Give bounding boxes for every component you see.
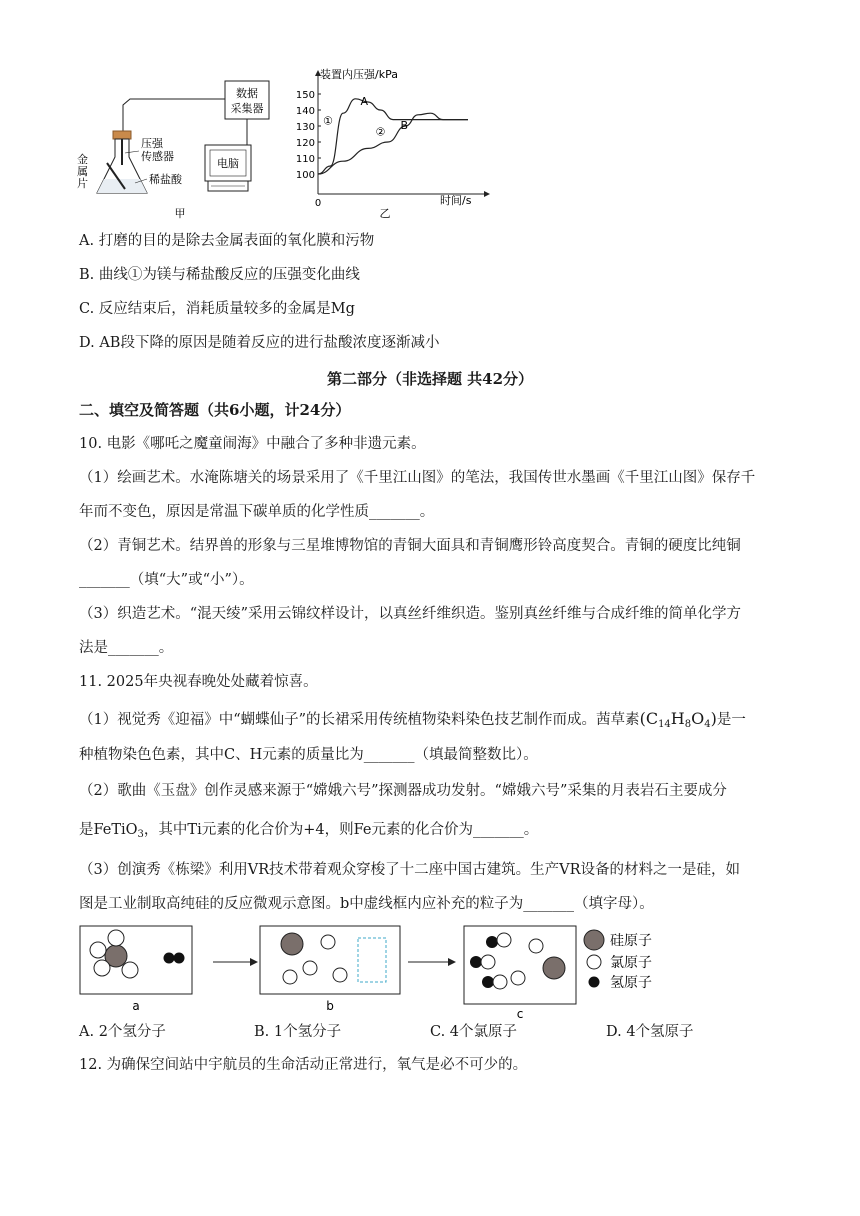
figure-jia-label: 甲 xyxy=(174,207,186,220)
formula-alizarin: $(C_{14}H_8O_4)$ xyxy=(639,709,717,730)
svg-text:c: c xyxy=(516,1007,524,1020)
part2-title: 第二部分（非选择题 共42分） xyxy=(326,370,534,388)
q10-stem: 10. 电影《哪吒之魔童闹海》中融合了多种非遗元素。 xyxy=(79,436,426,452)
q11-p1b: 种植物染色色素，其中C、H元素的质量比为_______（填最简整数比）。 xyxy=(79,747,538,763)
q11-option-d: D. 4个氢原子 xyxy=(606,1024,694,1040)
q10-p3a: （3）织造艺术。“混天绫”采用云锦纹样设计，以真丝纤维织造。鉴别真丝纤维与合成纤维的简单化学方 xyxy=(79,606,742,622)
data-collector-label-2: 采集器 xyxy=(230,102,264,115)
chart-figure-label: 乙 xyxy=(379,207,391,220)
q11-p3b: 图是工业制取高纯硅的反应微观示意图。b中虚线框内应补充的粒子为_______（填字母）。 xyxy=(79,896,654,912)
chart-x-tick-label: 0 xyxy=(314,198,322,209)
chart-annotation: A xyxy=(360,95,369,109)
chart-annotation: ① xyxy=(323,114,333,128)
chart-y-tick-label: 150 xyxy=(295,90,315,101)
q11-p1a: （1）视觉秀《迎福》中“蝴蝶仙子”的长裙采用传统植物染料染色技艺制作而成。茜草素$(C_{14}H_8O_4)$是一 xyxy=(79,709,746,730)
q10-p1b: 年而不变色，原因是常温下碳单质的化学性质_______。 xyxy=(79,504,435,520)
chart-series-line-2 xyxy=(318,113,468,174)
reaction-micro-figure xyxy=(78,922,678,1020)
q9-option-a: A. 打磨的目的是除去金属表面的氧化膜和污物 xyxy=(79,233,375,249)
chart-y-tick-label: 120 xyxy=(295,138,315,149)
q10-p2a: （2）青铜艺术。结界兽的形象与三星堆博物馆的青铜大面具和青铜鹰形铃高度契合。青铜的硬度比纯铜 xyxy=(79,538,741,554)
q11-option-a: A. 2个氢分子 xyxy=(79,1024,166,1040)
q9-option-b: B. 曲线①为镁与稀盐酸反应的压强变化曲线 xyxy=(79,267,360,283)
chart-y-tick-label: 110 xyxy=(295,154,315,165)
chart-series-line-1 xyxy=(318,99,468,174)
acid-label: 稀盐酸 xyxy=(149,173,182,186)
svg-text:硅原子: 硅原子 xyxy=(610,933,652,949)
chart-annotation: ② xyxy=(375,125,386,139)
q9-option-c: C. 反应结束后，消耗质量较多的金属是Mg xyxy=(79,301,355,317)
computer-label: 电脑 xyxy=(217,157,239,170)
q11-p3a: （3）创演秀《栋梁》利用VR技术带着观众穿梭了十二座中国古建筑。生产VR设备的材料之一是硅，如 xyxy=(79,862,740,878)
section2-title: 二、填空及简答题（共6小题，计24分） xyxy=(79,401,351,419)
q11-option-c: C. 4个氯原子 xyxy=(430,1024,518,1040)
q10-p3b: 法是_______。 xyxy=(79,640,174,656)
q10-p1a: （1）绘画艺术。水淹陈塘关的场景采用了《千里江山图》的笔法，我国传世水墨画《千里江山图》保存千 xyxy=(79,470,756,486)
q10-p2b: _______（填“大”或“小”）。 xyxy=(79,572,254,588)
chart-y-tick-label: 100 xyxy=(295,170,315,181)
q9-option-d: D. AB段下降的原因是随着反应的进行盐酸浓度逐渐减小 xyxy=(79,335,440,351)
chart-annotation: B xyxy=(400,119,409,133)
q11-p2b: 是FeTiO$_3$，其中Ti元素的化合价为+4，则Fe元素的化合价为_______。 xyxy=(79,822,539,840)
svg-text:属: 属 xyxy=(77,165,88,178)
chart-y-tick-label: 140 xyxy=(295,106,315,117)
svg-text:氢原子: 氢原子 xyxy=(610,975,652,991)
q11-p2a: （2）歌曲《玉盘》创作灵感来源于“嫦娥六号”探测器成功发射。“嫦娥六号”采集的月表岩石主要成分 xyxy=(79,783,727,799)
svg-text:金: 金 xyxy=(77,153,88,166)
apparatus-figure xyxy=(75,65,285,225)
chart-x-label: 时间/s xyxy=(440,194,472,207)
q12-stem: 12. 为确保空间站中宇航员的生命活动正常进行，氧气是必不可少的。 xyxy=(79,1057,528,1073)
svg-text:a: a xyxy=(132,999,140,1013)
svg-text:b: b xyxy=(326,999,334,1013)
svg-text:压强: 压强 xyxy=(141,137,163,150)
svg-text:片: 片 xyxy=(77,177,88,190)
chart-y-label: 装置内压强/kPa xyxy=(320,68,398,81)
pressure-chart xyxy=(290,62,500,222)
svg-text:传感器: 传感器 xyxy=(141,150,174,163)
chart-y-tick-label: 130 xyxy=(295,122,315,133)
data-collector-label-1: 数据 xyxy=(236,87,258,100)
q11-option-b: B. 1个氢分子 xyxy=(254,1024,342,1040)
q11-stem: 11. 2025年央视春晚处处藏着惊喜。 xyxy=(79,674,318,690)
svg-text:氯原子: 氯原子 xyxy=(610,955,652,971)
